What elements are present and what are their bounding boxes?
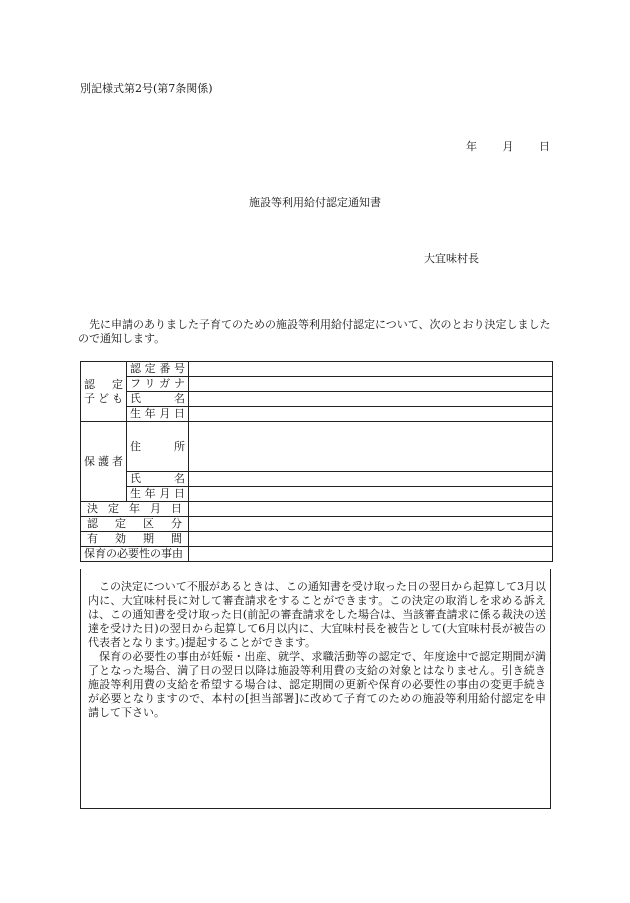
value-cert-number[interactable] — [189, 362, 553, 377]
issuer-name: 大宜味村長 — [424, 252, 479, 265]
value-child-birthdate[interactable] — [189, 407, 553, 422]
value-guardian-name[interactable] — [189, 472, 553, 487]
label-validity: 有効期間 — [81, 532, 189, 547]
intro-paragraph — [78, 318, 554, 346]
table-row — [81, 487, 553, 502]
value-child-name[interactable] — [189, 392, 553, 407]
table-row — [81, 472, 553, 487]
label-decision-date: 決定年月日 — [81, 502, 189, 517]
date-month: 月 — [502, 140, 514, 153]
label-guardian-birthdate: 生年月日 — [127, 487, 189, 502]
table-row — [81, 422, 553, 472]
label-address: 住 所 — [127, 422, 189, 472]
value-validity[interactable] — [189, 532, 553, 547]
label-furigana: フリガナ — [127, 377, 189, 392]
table-row — [81, 362, 553, 377]
child-group-label-line: 子ども — [84, 391, 123, 405]
table-row — [81, 517, 553, 532]
child-group-label-line: 認 定 — [84, 377, 123, 391]
document-title: 施設等利用給付認定通知書 — [249, 196, 381, 209]
notice-text — [88, 580, 546, 720]
child-group-label — [81, 362, 127, 422]
value-decision-date[interactable] — [189, 502, 553, 517]
table-row — [81, 392, 553, 407]
table-row — [81, 502, 553, 517]
notice-paragraph-renewal: 保育の必要性の事由が妊娠・出産、就学、求職活動等の認定で、年度途中で認定期間が満了となった場合、満了日の翌日以降は施設等利用費の支給の対象とはなりません。引き続き施設等利用費の支給を希望する場合は、認定期間の更新や保育の必要性の事由の変更手続きが必要となりますので、本村の[担当部署]に改めて子育てのための施設等利用給付認定を申請して下さい。 — [88, 650, 546, 719]
label-child-birthdate: 生年月日 — [127, 407, 189, 422]
date-year: 年 — [466, 140, 477, 153]
label-child-name: 氏 名 — [127, 392, 189, 407]
table-row — [81, 547, 553, 562]
date-day: 日 — [539, 140, 550, 153]
label-cert-number: 認定番号 — [127, 362, 189, 377]
value-furigana[interactable] — [189, 377, 553, 392]
label-category: 認定区分 — [81, 517, 189, 532]
value-guardian-birthdate[interactable] — [189, 487, 553, 502]
value-category[interactable] — [189, 517, 553, 532]
value-address[interactable] — [189, 422, 553, 472]
certification-table — [80, 361, 553, 562]
label-reason: 保育の必要性の事由 — [81, 547, 189, 562]
date-line — [444, 138, 550, 154]
table-row — [81, 532, 553, 547]
intro-text: 先に申請のありました子育てのための施設等利用給付認定について、次のとおり決定しましたので通知します。 — [78, 318, 551, 345]
form-reference: 別記様式第2号(第7条関係) — [80, 82, 213, 95]
guardian-group-label: 保護者 — [81, 422, 127, 502]
label-guardian-name: 氏 名 — [127, 472, 189, 487]
value-reason[interactable] — [189, 547, 553, 562]
table-row — [81, 377, 553, 392]
notice-paragraph-appeal: この決定について不服があるときは、この通知書を受け取った日の翌日から起算して3月以内に、大宜味村長に対して審査請求をすることができます。この決定の取消しを求める訴えは、この通知書を受け取った日(前記の審査請求をした場合は、当該審査請求に係る裁決の送達を受けた日)の翌日から起算して6月以内に、大宜味村長を被告として(大宜味村長が被告の代表者となります。)提起することができます。 — [88, 580, 546, 649]
table-row — [81, 407, 553, 422]
